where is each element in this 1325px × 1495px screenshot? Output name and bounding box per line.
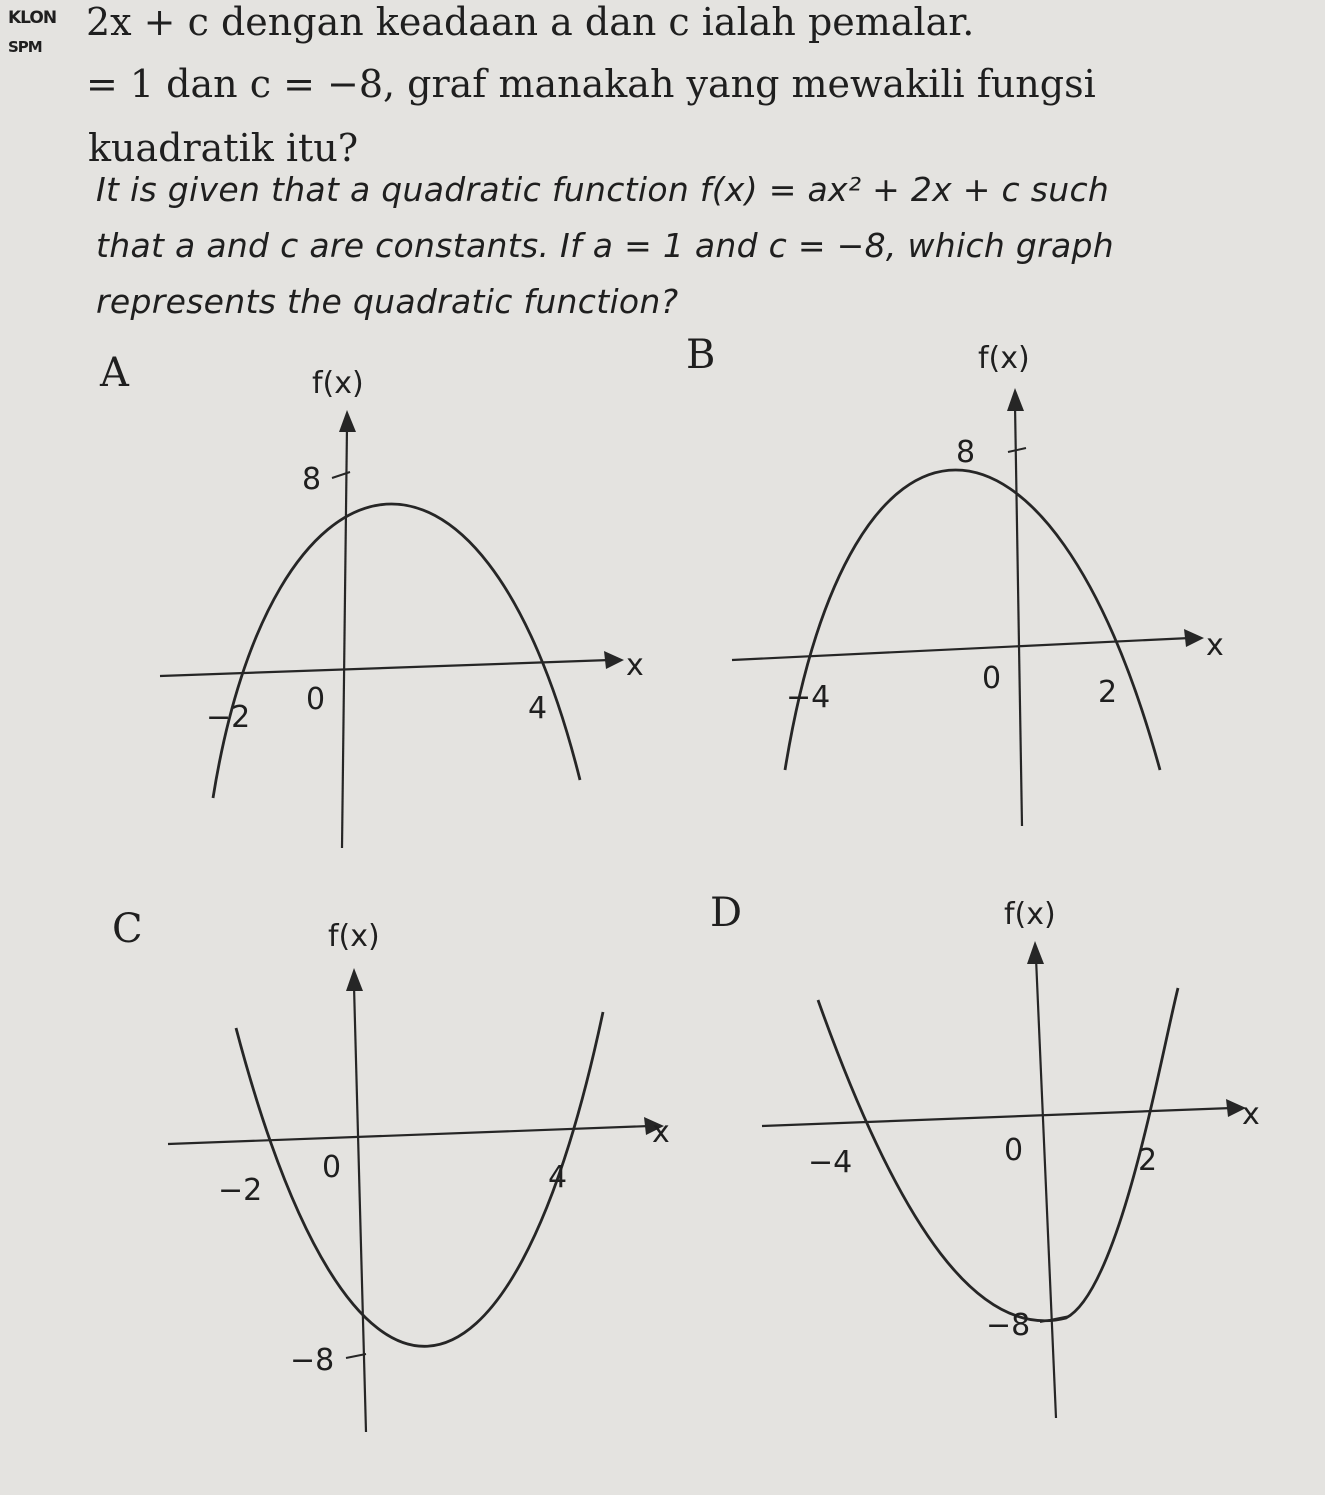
graph-c-intercept-label: −8 (290, 1343, 335, 1378)
graph-b-root-right-label: 2 (1098, 675, 1118, 710)
graph-c-root-right-label: 4 (548, 1160, 568, 1195)
question-english-line-2: that a and c are constants. If a = 1 and c = −8, which graph (96, 226, 1115, 265)
spm-label: SPM (8, 38, 42, 56)
graph-c-y-arrow (346, 968, 363, 991)
graph-c-x-axis (168, 1126, 650, 1144)
graph-a-intercept-label: 8 (302, 462, 322, 497)
option-b-letter[interactable]: B (686, 332, 716, 378)
graph-d-y-axis (1036, 958, 1056, 1418)
question-english-line-1: It is given that a quadratic function f(x) = ax² + 2x + c such (96, 170, 1110, 209)
graph-b-intercept-tick (1008, 448, 1026, 452)
graph-d-curve (818, 988, 1178, 1321)
graph-a-y-axis (342, 426, 347, 848)
graph-a-origin-label: 0 (306, 682, 326, 717)
graph-b-y-arrow (1007, 388, 1024, 411)
graph-b-x-arrow (1184, 629, 1204, 647)
graph-d-root-right-label: 2 (1138, 1143, 1158, 1178)
graph-d-y-label: f(x) (1004, 897, 1056, 932)
graph-a-y-label: f(x) (312, 366, 364, 401)
graph-d-x-axis (762, 1108, 1232, 1126)
graph-c-y-axis (354, 986, 366, 1432)
graph-b-y-label: f(x) (978, 341, 1030, 376)
graph-d-intercept-label: −8 (986, 1308, 1031, 1343)
graph-c-x-label: x (652, 1115, 670, 1150)
question-malay-line-2: = 1 dan c = −8, graf manakah yang mewakili fungsi (86, 62, 1096, 106)
graph-b[interactable] (732, 341, 1224, 826)
question-english-line-3: represents the quadratic function? (96, 282, 679, 321)
graph-b-y-axis (1015, 405, 1022, 826)
option-d-letter[interactable]: D (710, 890, 743, 936)
klon-label: KLON (8, 8, 57, 28)
graph-b-curve (785, 470, 1160, 770)
graph-a-y-arrow (339, 410, 356, 432)
option-c-letter[interactable]: C (112, 906, 143, 952)
graph-b-intercept-label: 8 (956, 435, 976, 470)
graph-d[interactable] (762, 897, 1260, 1418)
graph-c[interactable] (168, 919, 670, 1495)
graph-a-x-arrow (604, 651, 624, 669)
question-malay-line-3: kuadratik itu? (88, 126, 359, 170)
graph-c-y-label: f(x) (328, 919, 380, 954)
graph-a-root-left-label: −2 (206, 700, 251, 735)
graph-a[interactable] (160, 366, 644, 848)
graph-d-x-label: x (1242, 1097, 1260, 1132)
graph-b-root-left-label: −4 (786, 680, 831, 715)
question-malay-line-1: 2x + c dengan keadaan a dan c ialah pemalar. (86, 0, 975, 44)
graph-b-origin-label: 0 (982, 661, 1002, 696)
graph-a-root-right-label: 4 (528, 691, 548, 726)
graph-d-root-left-label: −4 (808, 1145, 853, 1180)
option-a-letter[interactable]: A (100, 350, 129, 396)
graph-b-x-label: x (1206, 628, 1224, 663)
graph-a-x-label: x (626, 648, 644, 683)
graph-d-origin-label: 0 (1004, 1133, 1024, 1168)
graph-c-origin-label: 0 (322, 1150, 342, 1185)
graph-c-root-left-label: −2 (218, 1173, 263, 1208)
graph-a-curve (213, 504, 580, 798)
graph-d-y-arrow (1027, 941, 1044, 964)
